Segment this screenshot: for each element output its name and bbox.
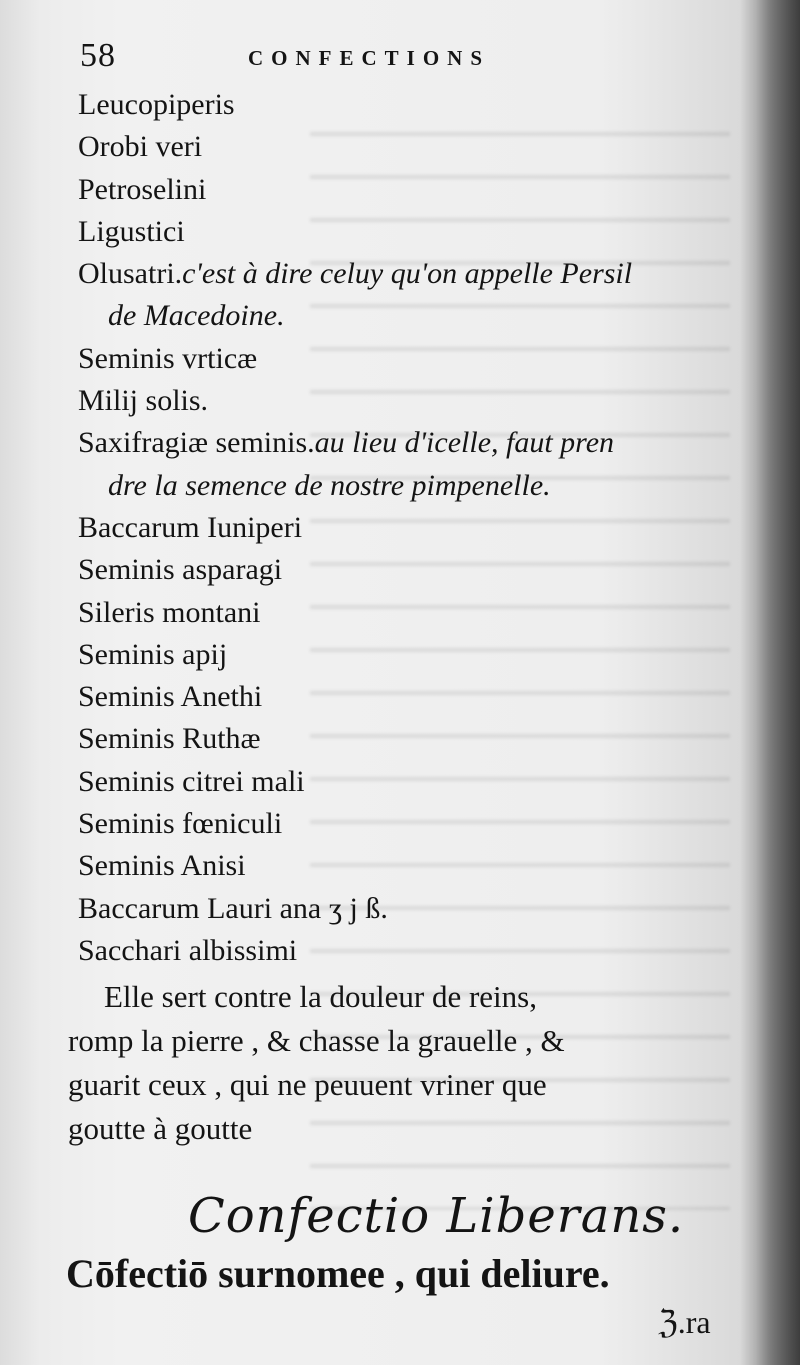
binding-shadow xyxy=(756,0,800,1365)
paragraph-line: romp la pierre , & chasse la grauelle , & xyxy=(68,1023,565,1058)
ingredient-name: Olusatri. xyxy=(78,257,183,291)
ingredient-line xyxy=(78,126,768,168)
ingredient-line xyxy=(78,338,768,380)
section-subtitle: Cōfectiō surnomee , qui deliure. xyxy=(66,1251,610,1296)
paragraph-line: guarit ceux , qui ne peuuent vriner que xyxy=(68,1067,547,1102)
ingredient-name: Baccarum Iuniperi xyxy=(78,510,303,544)
ingredient-line xyxy=(78,761,768,803)
ingredient-name: Orobi veri xyxy=(78,130,203,164)
ingredient-line xyxy=(78,380,768,422)
ingredient-line xyxy=(78,211,768,253)
ingredient-line xyxy=(78,592,768,634)
ingredient-name: Petroselini xyxy=(78,172,207,206)
ingredient-name: Seminis Ruthæ xyxy=(78,722,261,756)
ingredient-line xyxy=(78,634,768,676)
ingredient-name: Seminis Anisi xyxy=(78,849,246,883)
ingredient-line xyxy=(78,422,768,464)
ingredient-name: Ligustici xyxy=(78,214,185,248)
ingredient-line xyxy=(78,253,768,295)
ingredient-line xyxy=(78,718,768,760)
ingredient-line xyxy=(78,888,768,930)
ingredient-name: Sacchari albissimi xyxy=(78,933,298,967)
ingredient-name: Seminis citrei mali xyxy=(78,764,305,798)
ingredient-name: Seminis fœniculi xyxy=(78,807,283,841)
catchword: ℨ.ra xyxy=(658,1304,711,1340)
page-number: 58 xyxy=(80,37,116,74)
ingredient-name: Sileris montani xyxy=(78,595,261,629)
ingredient-name: Leucopiperis xyxy=(78,88,235,121)
ingredient-note-continued: de Macedoine. xyxy=(108,299,285,333)
ingredient-line xyxy=(78,549,768,591)
ingredient-line xyxy=(78,84,768,126)
ingredient-list xyxy=(78,84,768,972)
running-head: CONFECTIONS xyxy=(248,46,491,70)
ingredient-line xyxy=(78,507,768,549)
ingredient-name: Seminis vrticæ xyxy=(78,341,258,375)
ingredient-line xyxy=(78,803,768,845)
ingredient-name: Seminis asparagi xyxy=(78,553,283,587)
ingredient-name: Milij solis. xyxy=(78,384,209,418)
ingredient-note: c'est à dire celuy qu'on appelle Persil xyxy=(182,257,633,291)
ingredient-line xyxy=(78,676,768,718)
book-page xyxy=(60,20,760,1350)
paragraph-line: Elle sert contre la douleur de reins, xyxy=(104,979,537,1014)
ingredient-name: Baccarum Lauri ana ʒ j ß. xyxy=(78,891,388,925)
ingredient-line xyxy=(78,930,768,972)
ingredient-note: au lieu d'icelle, faut pren xyxy=(314,426,615,460)
ingredient-note-continued: dre la semence de nostre pimpenelle. xyxy=(108,468,551,502)
ingredient-line xyxy=(78,845,768,887)
ingredient-name: Saxifragiæ seminis. xyxy=(78,426,315,460)
usage-paragraph xyxy=(68,975,758,1151)
section-title: Confectio Liberans. xyxy=(188,1188,685,1244)
paragraph-line: goutte à goutte xyxy=(68,1111,253,1146)
ingredient-name: Seminis Anethi xyxy=(78,680,263,714)
ingredient-name: Seminis apij xyxy=(78,637,228,671)
page-header xyxy=(80,36,640,76)
ingredient-line xyxy=(78,169,768,211)
